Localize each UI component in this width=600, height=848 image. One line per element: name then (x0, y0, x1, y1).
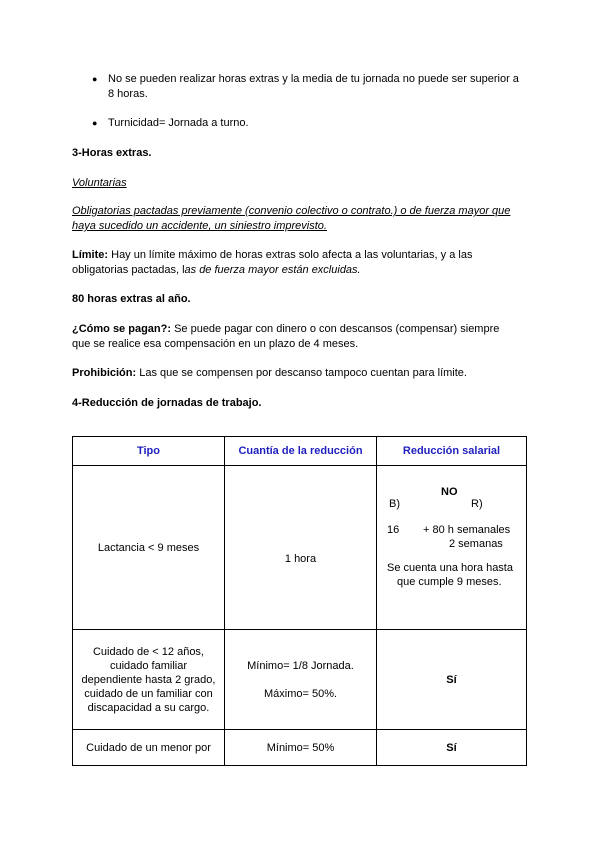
row2-cuantia (225, 630, 377, 730)
limite-text-2: obligatorias pactadas, l (72, 264, 185, 276)
header-reduccion-salarial: Reducción salarial (377, 437, 527, 466)
bullet-item-2: Turnicidad= Jornada a turno. (108, 117, 249, 129)
obligatorias-line-1: Obligatorias pactadas previamente (convenio colectivo o contrato.) o de fuerza mayor que (72, 205, 511, 217)
bullet-dot: ● (92, 74, 98, 84)
bullet-1-line-1: No se pueden realizar horas extras y la media de tu jornada no puede ser superior a (108, 73, 519, 85)
pagan-text-2: que se realice esa compensación en un plazo de 4 meses. (72, 338, 359, 350)
row2-maximo: Máximo= 50%. (263, 687, 338, 700)
row1-b: B) (389, 497, 400, 510)
row1-note-2: que cumple 9 meses. (397, 575, 502, 588)
row3-minimo: Mínimo= 50% (225, 730, 377, 766)
limite-text-1: Hay un límite máximo de horas extras solo afecta a las voluntarias, y a las (108, 249, 473, 261)
table-row (73, 730, 527, 766)
row2-tipo: Cuidado de < 12 años, cuidado familiar dependiente hasta 2 grado, cuidado de un familiar con discapacidad a su cargo. (73, 630, 225, 730)
table-row (73, 466, 527, 630)
pagan-text-1: Se puede pagar con dinero o con descansos (compensar) siempre (171, 323, 500, 335)
row1-no: NO (441, 485, 458, 498)
row3-tipo: Cuidado de un menor por (73, 730, 225, 766)
row1-cuantia: 1 hora (225, 466, 377, 630)
row1-sixteen: 16 (387, 523, 400, 536)
reduccion-table (72, 436, 527, 766)
row2-salarial: Sí (377, 630, 527, 730)
row1-tipo: Lactancia < 9 meses (73, 466, 225, 630)
pagan-label: ¿Cómo se pagan?: (72, 323, 172, 335)
header-cuantia: Cuantía de la reducción (225, 437, 377, 466)
bullet-item-1 (108, 72, 538, 102)
obligatorias-line-2: haya sucedido un accidente, un siniestro imprevisto. (72, 220, 327, 232)
row1-salarial (377, 466, 527, 630)
prohibicion-label: Prohibición: (72, 367, 137, 379)
limite-text-2-italic: as de fuerza mayor están excluidas. (184, 264, 361, 276)
row1-note-1: Se cuenta una hora hasta (387, 561, 513, 574)
limite-label: Límite: (72, 249, 109, 261)
row1-plus: + 80 h semanales (423, 523, 511, 536)
header-tipo: Tipo (73, 437, 225, 466)
voluntarias-label: Voluntarias (72, 177, 127, 189)
como-se-pagan-paragraph (72, 322, 532, 352)
row2-minimo: Mínimo= 1/8 Jornada. (247, 659, 354, 672)
prohibicion-paragraph (72, 366, 532, 381)
bullet-dot: ● (92, 118, 98, 128)
row1-semanas: 2 semanas (449, 537, 503, 550)
prohibicion-text: Las que se compensen por descanso tampoco cuentan para límite. (136, 367, 467, 379)
section-4-title: 4-Reducción de jornadas de trabajo. (72, 397, 262, 409)
ochenta-horas: 80 horas extras al año. (72, 293, 191, 305)
table-row (73, 630, 527, 730)
section-3-title: 3-Horas extras. (72, 147, 152, 159)
row3-salarial: Sí (377, 730, 527, 766)
bullet-1-line-2: 8 horas. (108, 88, 148, 100)
table-header-row (73, 437, 527, 466)
row1-r: R) (471, 497, 483, 510)
limite-paragraph (72, 248, 532, 278)
